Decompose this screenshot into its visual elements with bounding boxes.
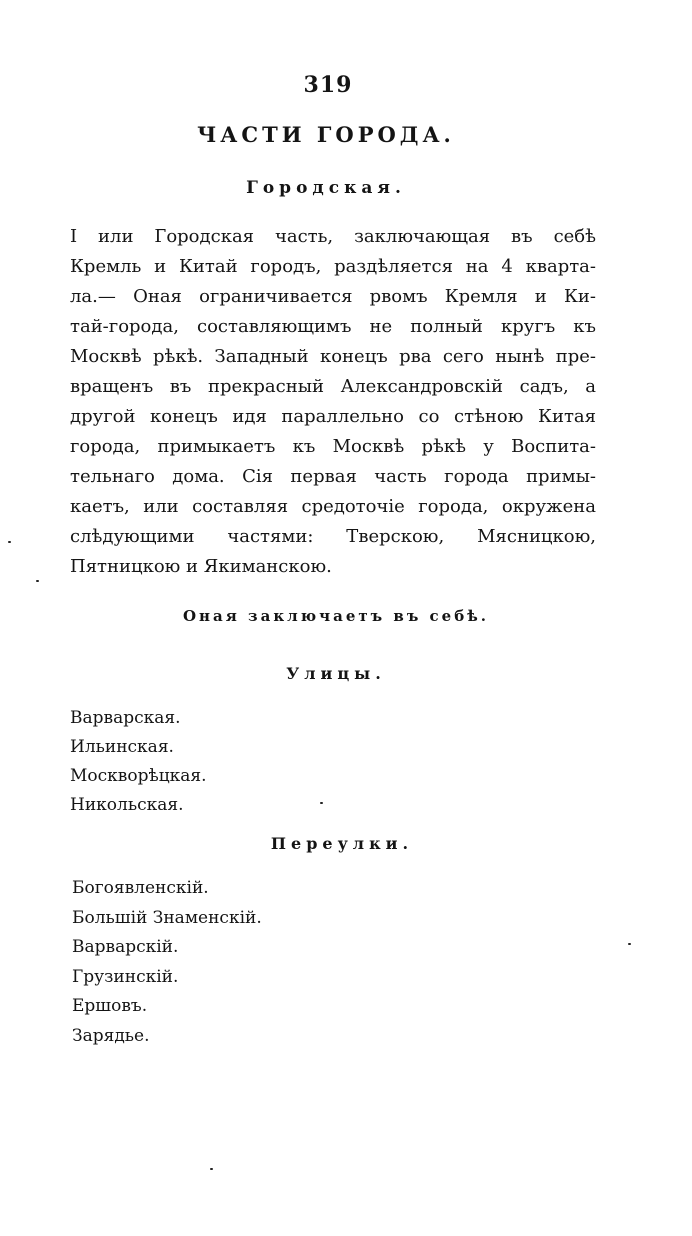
- print-speck: [36, 580, 39, 582]
- body-line: Пятницкою и Якиманскою.: [70, 556, 332, 577]
- streets-heading: Улицы.: [286, 664, 386, 683]
- body-line: другой конецъ идя параллельно со стѣною Китая: [70, 406, 596, 427]
- body-line: слѣдующими частями: Тверскою, Мясницкою,: [70, 526, 596, 547]
- body-line: города, примыкаетъ къ Москвѣ рѣкѣ у Воспита-: [70, 436, 596, 457]
- street-item: Ильинская.: [70, 737, 174, 757]
- body-line: Кремль и Китай городъ, раздѣляется на 4 кварта-: [70, 256, 596, 277]
- body-line: Москвѣ рѣкѣ. Западный конецъ рва сего нынѣ пре-: [70, 346, 596, 367]
- body-paragraph: [70, 222, 596, 582]
- lane-item: Ершовъ.: [72, 996, 148, 1016]
- lanes-heading: Переулки.: [270, 834, 414, 853]
- lane-item: Варварскій.: [72, 937, 179, 957]
- body-line: I или Городская часть, заключающая въ себѣ: [70, 226, 596, 247]
- lane-item: Зарядье.: [72, 1025, 150, 1046]
- contains-heading: Оная заключаетъ въ себѣ.: [182, 607, 490, 625]
- print-speck: [628, 943, 631, 945]
- print-speck: [210, 1168, 213, 1170]
- page-number: 319: [303, 72, 353, 98]
- street-list: [70, 704, 207, 820]
- street-item: Варварская.: [70, 708, 181, 728]
- body-line: вращенъ въ прекрасный Александровскій садъ, а: [70, 376, 596, 397]
- street-item: Москворѣцкая.: [70, 766, 207, 786]
- body-line: тай-города, составляющимъ не полный кругъ къ: [70, 316, 596, 337]
- section-title: Городская.: [246, 178, 406, 198]
- lane-item: Богоявленскій.: [72, 878, 209, 898]
- body-line: каетъ, или составляя средоточіе города, окружена: [70, 496, 596, 517]
- body-line: ла.— Оная ограничивается рвомъ Кремля и Ки-: [70, 286, 596, 307]
- print-speck: [8, 541, 11, 543]
- lane-list: [72, 874, 262, 1051]
- lane-item: Большій Знаменскій.: [72, 907, 262, 928]
- chapter-title: ЧАСТИ ГОРОДА.: [197, 122, 455, 147]
- body-line: тельнаго дома. Сія первая часть города примы-: [70, 466, 596, 487]
- street-item: Никольская.: [70, 795, 184, 815]
- print-speck: [320, 802, 323, 804]
- lane-item: Грузинскій.: [72, 966, 179, 987]
